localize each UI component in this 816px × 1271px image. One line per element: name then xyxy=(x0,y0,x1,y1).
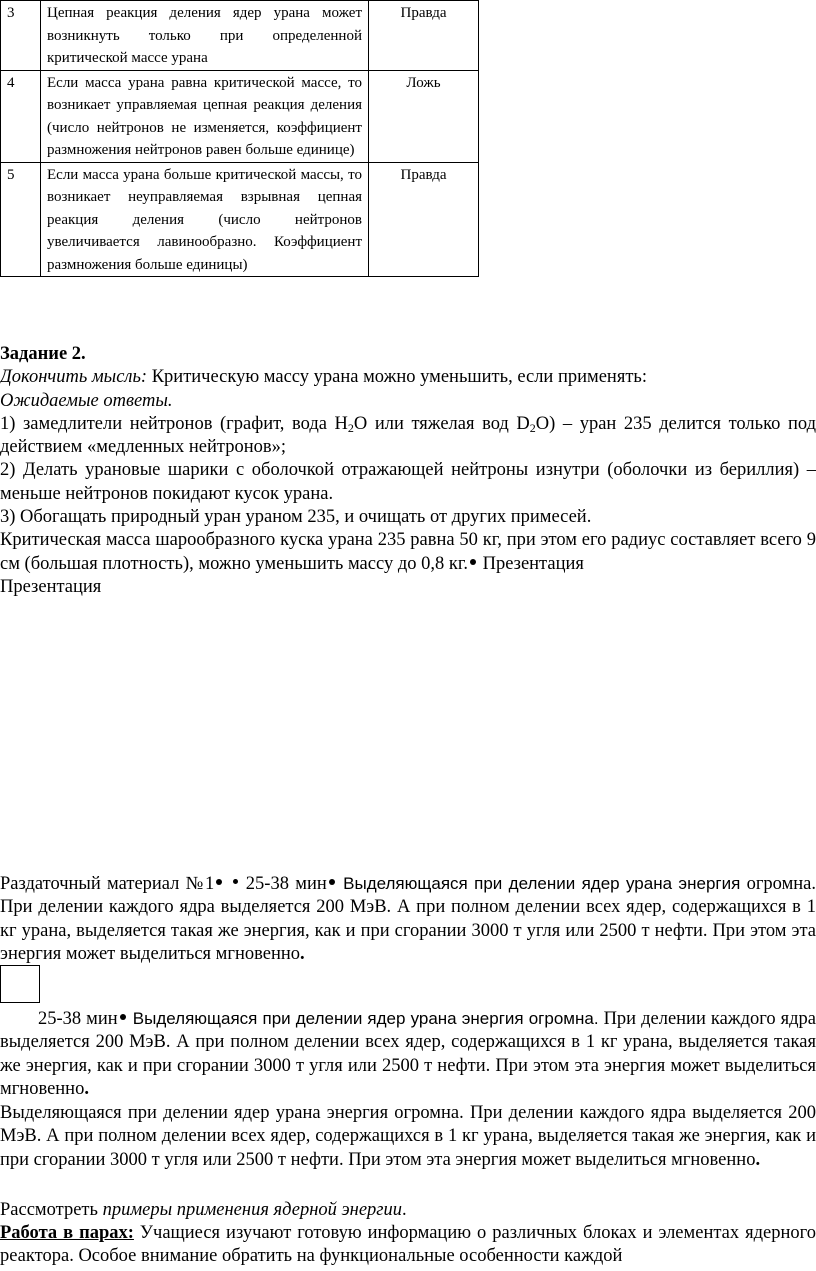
placeholder-box xyxy=(0,965,40,1003)
bullet-icon xyxy=(470,559,476,565)
task2-prompt: Докончить мысль: Критическую массу урана можно уменьшить, если применять: xyxy=(0,367,647,388)
pairs-work: Работа в парах: Учащиеся изучают готовую информацию о различных блоках и элементах ядерного реактора. Особое внимание обратить на функциональные особенности каждой xyxy=(0,1223,816,1267)
facts-table xyxy=(0,0,479,277)
table-row xyxy=(1,1,479,71)
row-statement: Цепная реакция деления ядер урана может возникнуть только при определенной критической массе урана xyxy=(41,1,369,71)
critical-mass-text: Критическая масса шарообразного куска урана 235 равна 50 кг, при этом его радиус составляет всего 9 см (большая плотность), можно уменьшить массу до 0,8 кг. Презентация xyxy=(0,530,816,574)
row-statement: Если масса урана больше критической массы, то возникает неуправляемая взрывная цепная реакция деления (число нейтронов увеличивается лавинообразно. Коэффициент размножения больше единицы) xyxy=(41,162,369,277)
row-answer: Правда xyxy=(369,1,479,71)
task2-heading: Задание 2. xyxy=(0,344,86,364)
bullet-icon xyxy=(216,879,222,885)
row-number: 4 xyxy=(1,70,41,162)
task2-section xyxy=(0,343,816,599)
row-statement: Если масса урана равна критической массе, то возникает управляемая цепная реакция деления (число нейтронов не изменяется, коэффициент размножения нейтронов равен больше единице) xyxy=(41,70,369,162)
row-answer: Ложь xyxy=(369,70,479,162)
bullet-icon xyxy=(329,879,335,885)
repeat-section: 25-38 мин Выделяющаяся при делении ядер урана энергия огромна. При делении каждого ядра выделяется 200 МэВ. А при полном делении всех ядер, содержащихся в 1 кг урана, выделяется такая же энергия, как и при сгорании 3000 т угля или 2500 т нефти. При этом эта энергия может выделиться мгновенно. xyxy=(0,1009,816,1099)
bullet-icon xyxy=(233,879,238,884)
row-number: 5 xyxy=(1,162,41,277)
answer-1: 1) замедлители нейтронов (графит, вода $H_2O$ или тяжелая вод $D_2O$) – уран 235 делится только под действием «медленных нейтронов»; xyxy=(0,413,816,458)
answer-3: 3) Обогащать природный уран ураном 235, и очищать от других примесей. xyxy=(0,507,592,528)
bullet-icon xyxy=(120,1014,126,1020)
energy-paragraph: Выделяющаяся при делении ядер урана энергия огромна. При делении каждого ядра выделяется 200 МэВ. А при полном делении всех ядер, содержащихся в 1 кг урана, выделяется такая же энергия, как и при сгорании 3000 т угля или 2500 т нефти. При этом эта энергия может выделиться мгновенно. xyxy=(0,1103,816,1170)
row-answer: Правда xyxy=(369,162,479,277)
expected-answers-label: Ожидаемые ответы. xyxy=(0,390,173,411)
presentation-line: Презентация xyxy=(0,576,102,597)
table-row xyxy=(1,70,479,162)
answer-2: 2) Делать урановые шарики с оболочкой отражающей нейтроны изнутри (оболочки из бериллия) – меньше нейтронов покидают кусок урана. xyxy=(0,460,816,504)
table-row xyxy=(1,162,479,277)
handout-section: Раздаточный материал №1 25-38 мин Выделяющаяся при делении ядер урана энергия огромна. При делении каждого ядра выделяется 200 МэВ. А при полном делении всех ядер, содержащихся в 1 кг урана, выделяется такая же энергия, как и при сгорании 3000 т угля или 2500 т нефти. При этом эта энергия может выделиться мгновенно. xyxy=(0,874,816,964)
row-number: 3 xyxy=(1,1,41,71)
consider-line: Рассмотреть примеры применения ядерной энергии. xyxy=(0,1200,407,1220)
